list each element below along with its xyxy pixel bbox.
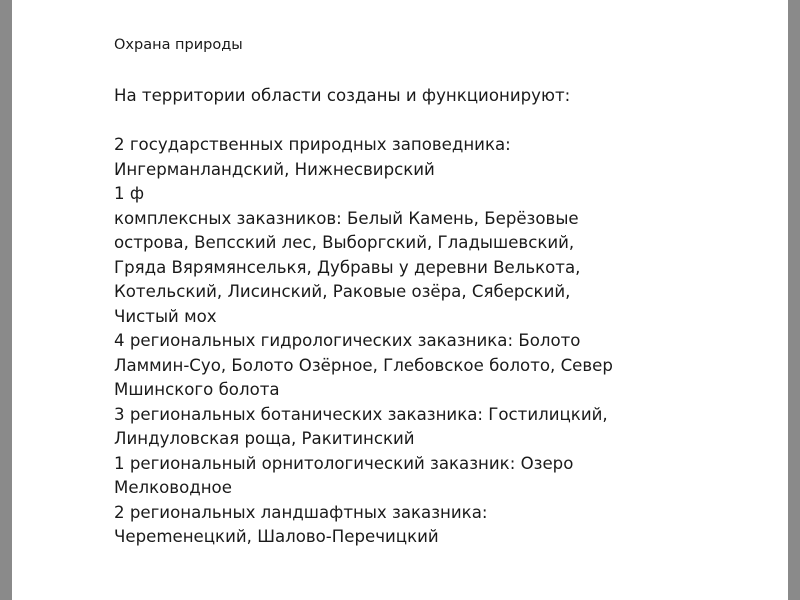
left-frame-border xyxy=(0,0,12,600)
text-line: 1 региональный орнитологический заказник: Озеро xyxy=(114,453,574,473)
text-line: острова, Вепсский лес, Выборгский, Гладышевский, xyxy=(114,233,575,252)
text-line: Черemенецкий, Шалово-Перечицкий xyxy=(114,527,439,546)
text-line: Ингерманландский, Нижнесвирский xyxy=(114,159,435,179)
text-line: комплексных заказников: Белый Камень, Берёзовые xyxy=(114,208,579,228)
intro-line: На территории области созданы и функционируют: xyxy=(114,86,571,105)
blank-line xyxy=(114,109,613,134)
text-line: Мелководное xyxy=(114,478,232,497)
slide-title: Охрана природы xyxy=(114,37,243,53)
text-line: Мшинского болота xyxy=(114,380,280,399)
text-line: Линдуловская роща, Ракитинский xyxy=(114,429,415,448)
text-line: 2 региональных ландшафтных заказника: xyxy=(114,502,488,522)
text-line: 4 региональных гидрологических заказника: Болото xyxy=(114,331,581,350)
text-line: 1 ф xyxy=(114,184,145,203)
text-line: 2 государственных природных заповедника: xyxy=(114,135,511,154)
slide xyxy=(12,0,788,600)
slide-body xyxy=(114,84,613,550)
text-line: Ламмин-Суо, Болото Озёрное, Глебовское болото, Север xyxy=(114,355,613,375)
text-line: Гряда Вярямянселькя, Дубравы у деревни Велькота, xyxy=(114,257,581,277)
right-frame-border xyxy=(788,0,800,600)
text-line: 3 региональных ботанических заказника: Гостилицкий, xyxy=(114,404,608,424)
text-line: Чистый мох xyxy=(114,306,217,326)
text-line: Котельский, Лисинский, Раковые озёра, Сяберский, xyxy=(114,282,571,301)
